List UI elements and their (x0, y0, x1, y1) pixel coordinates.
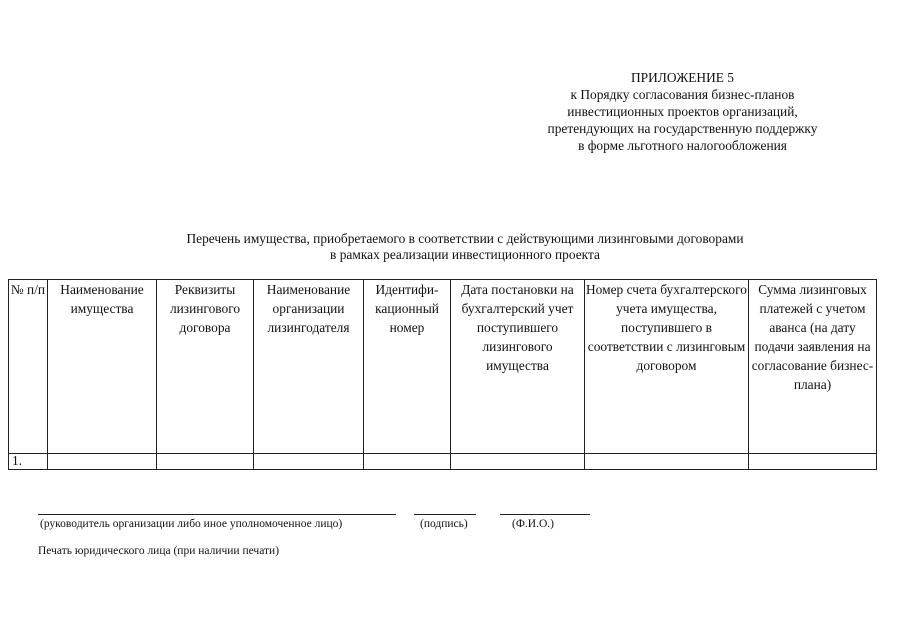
table-cell-payment-sum[interactable] (749, 454, 877, 470)
appendix-line-4: в форме льготного налогообложения (578, 138, 787, 153)
table-cell-lessor-name[interactable] (254, 454, 364, 470)
appendix-line-3: претендующих на государственную поддержку (547, 121, 818, 136)
header-cell-lessor-name: Наименование организации лизингодателя (254, 280, 364, 454)
table-cell-account-number[interactable] (585, 454, 749, 470)
header-cell-payment-sum: Сумма лизинговых платежей с учетом аванса (на дату подачи заявления на согласование бизнес-плана) (749, 280, 877, 454)
name-signature-label: (Ф.И.О.) (512, 518, 554, 530)
table-cell-contract-details[interactable] (157, 454, 254, 470)
table-row (9, 454, 877, 470)
table-cell-property-name[interactable] (48, 454, 157, 470)
header-cell-property-name: Наименование имущества (48, 280, 157, 454)
appendix-line-1: к Порядку согласования бизнес-планов (570, 87, 795, 102)
header-cell-number: № п/п (9, 280, 48, 454)
sign-signature-line (414, 514, 476, 515)
heading-line-2: в рамках реализации инвестиционного проекта (330, 247, 600, 262)
document-heading (95, 231, 835, 263)
head-signature-label: (руководитель организации либо иное уполномоченное лицо) (40, 518, 343, 530)
header-cell-account-number: Номер счета бухгалтерского учета имущества, поступившего в соответствии с лизинговым договором (585, 280, 749, 454)
table-header-row (9, 280, 877, 454)
sign-signature-label: (подпись) (420, 518, 468, 530)
appendix-line-2: инвестиционных проектов организаций, (567, 104, 798, 119)
heading-line-1: Перечень имущества, приобретаемого в соответствии с действующими лизинговыми договорами (186, 231, 744, 246)
name-signature-line (500, 514, 590, 515)
header-cell-contract-details: Реквизиты лизингового договора (157, 280, 254, 454)
header-cell-registration-date: Дата постановки на бухгалтерский учет поступившего лизингового имущества (451, 280, 585, 454)
table-cell-number[interactable]: 1. (9, 454, 48, 470)
appendix-header (520, 69, 845, 154)
table-cell-id-number[interactable] (364, 454, 451, 470)
table-cell-registration-date[interactable] (451, 454, 585, 470)
appendix-title: ПРИЛОЖЕНИЕ 5 (631, 70, 734, 85)
head-signature-line (38, 514, 396, 515)
leasing-property-table (8, 279, 877, 470)
header-cell-id-number: Идентифи- кационный номер (364, 280, 451, 454)
seal-note: Печать юридического лица (при наличии печати) (38, 545, 280, 557)
